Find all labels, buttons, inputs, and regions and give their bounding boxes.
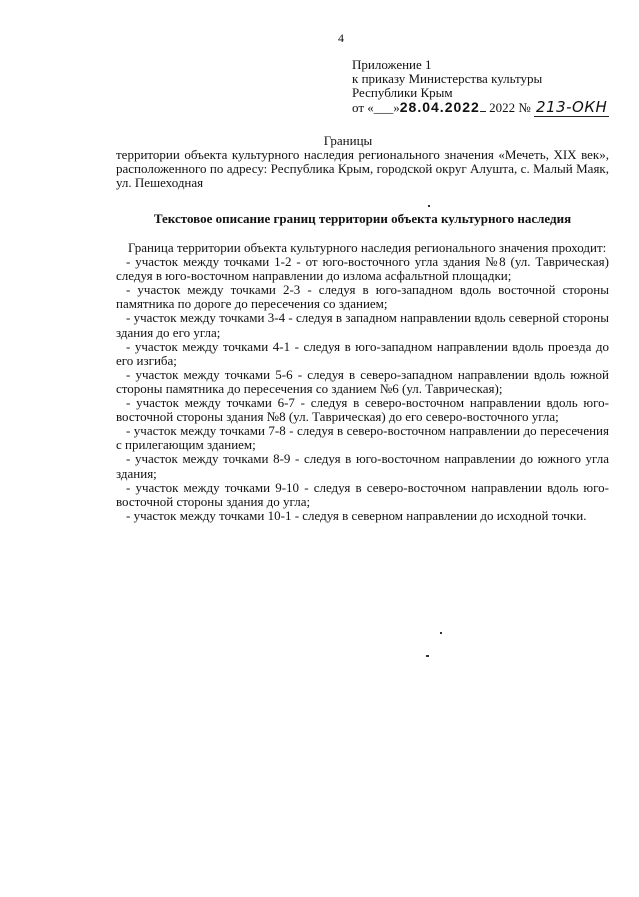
- scan-speck: [440, 632, 442, 634]
- handwritten-order-number: 213-ОКН: [536, 98, 608, 116]
- date-prefix: от «: [352, 100, 374, 115]
- paragraph-segment-8-9: - участок между точками 8-9 - следуя в юго-восточном направлении до южного угла здания;: [116, 451, 609, 481]
- paragraph-segment-3-4: - участок между точками 3-4 - следуя в западном направлении вдоль северной стороны здания до его угла;: [116, 310, 609, 340]
- handwritten-date: 28.04.2022: [399, 99, 480, 115]
- paragraph-segment-5-6: - участок между точками 5-6 - следуя в северо-западном направлении вдоль южной стороны памятника до пересечения со зданием №6 (ул. Таврическая);: [116, 366, 609, 396]
- scan-speck: [426, 655, 429, 657]
- year-text: 2022 №: [489, 100, 531, 115]
- paragraph-segment-6-7: - участок между точками 6-7 - следуя в северо-восточном направлении вдоль юго-восточной стороны здания №8 (ул. Таврическая) до его северо-восточного угла;: [116, 395, 609, 425]
- section-heading: Текстовое описание границ территории объекта культурного наследия: [153, 211, 572, 226]
- date-underline: [480, 100, 486, 112]
- date-blank: ___: [373, 100, 394, 115]
- page-number: 4: [338, 31, 344, 45]
- intro-paragraph: территории объекта культурного наследия регионального значения «Мечеть, XIX век», расположенного по адресу: Республика Крым, городской округ Алушта, с. Малый Маяк, ул. Пешеходная: [116, 147, 609, 190]
- appendix-line-1: Приложение 1: [352, 57, 432, 72]
- boundary-description: [116, 241, 609, 523]
- paragraph-segment-1-2: - участок между точками 1-2 - от юго-восточного угла здания №8 (ул. Таврическая) следуя в юго-восточном направлении до излома асфальтной площадки;: [116, 254, 609, 284]
- paragraph-segment-4-1: - участок между точками 4-1 - следуя в юго-западном направлении вдоль проезда до его изгиба;: [116, 338, 609, 368]
- appendix-date-line: [352, 100, 622, 115]
- date-close: »: [393, 100, 400, 115]
- paragraph-segment-10-1: - участок между точками 10-1 - следуя в северном направлении до исходной точки.: [126, 507, 587, 523]
- appendix-line-3: Республики Крым: [352, 85, 453, 100]
- paragraph-segment-9-10: - участок между точками 9-10 - следуя в северо-восточном направлении вдоль юго-восточной стороны здания до угла;: [116, 479, 609, 509]
- paragraph-intro: Граница территории объекта культурного наследия регионального значения проходит:: [128, 240, 607, 255]
- appendix-block: [352, 58, 622, 115]
- paragraph-segment-7-8: - участок между точками 7-8 - следуя в северо-восточном направлении до пересечения с прилегающим зданием;: [116, 423, 609, 453]
- boundary-title: Границы: [323, 133, 373, 148]
- scan-speck: [428, 205, 430, 207]
- paragraph-segment-2-3: - участок между точками 2-3 - следуя в юго-западном вдоль восточной стороны памятника по дороге до пересечения со зданием;: [116, 282, 609, 312]
- appendix-line-2: к приказу Министерства культуры: [352, 71, 543, 86]
